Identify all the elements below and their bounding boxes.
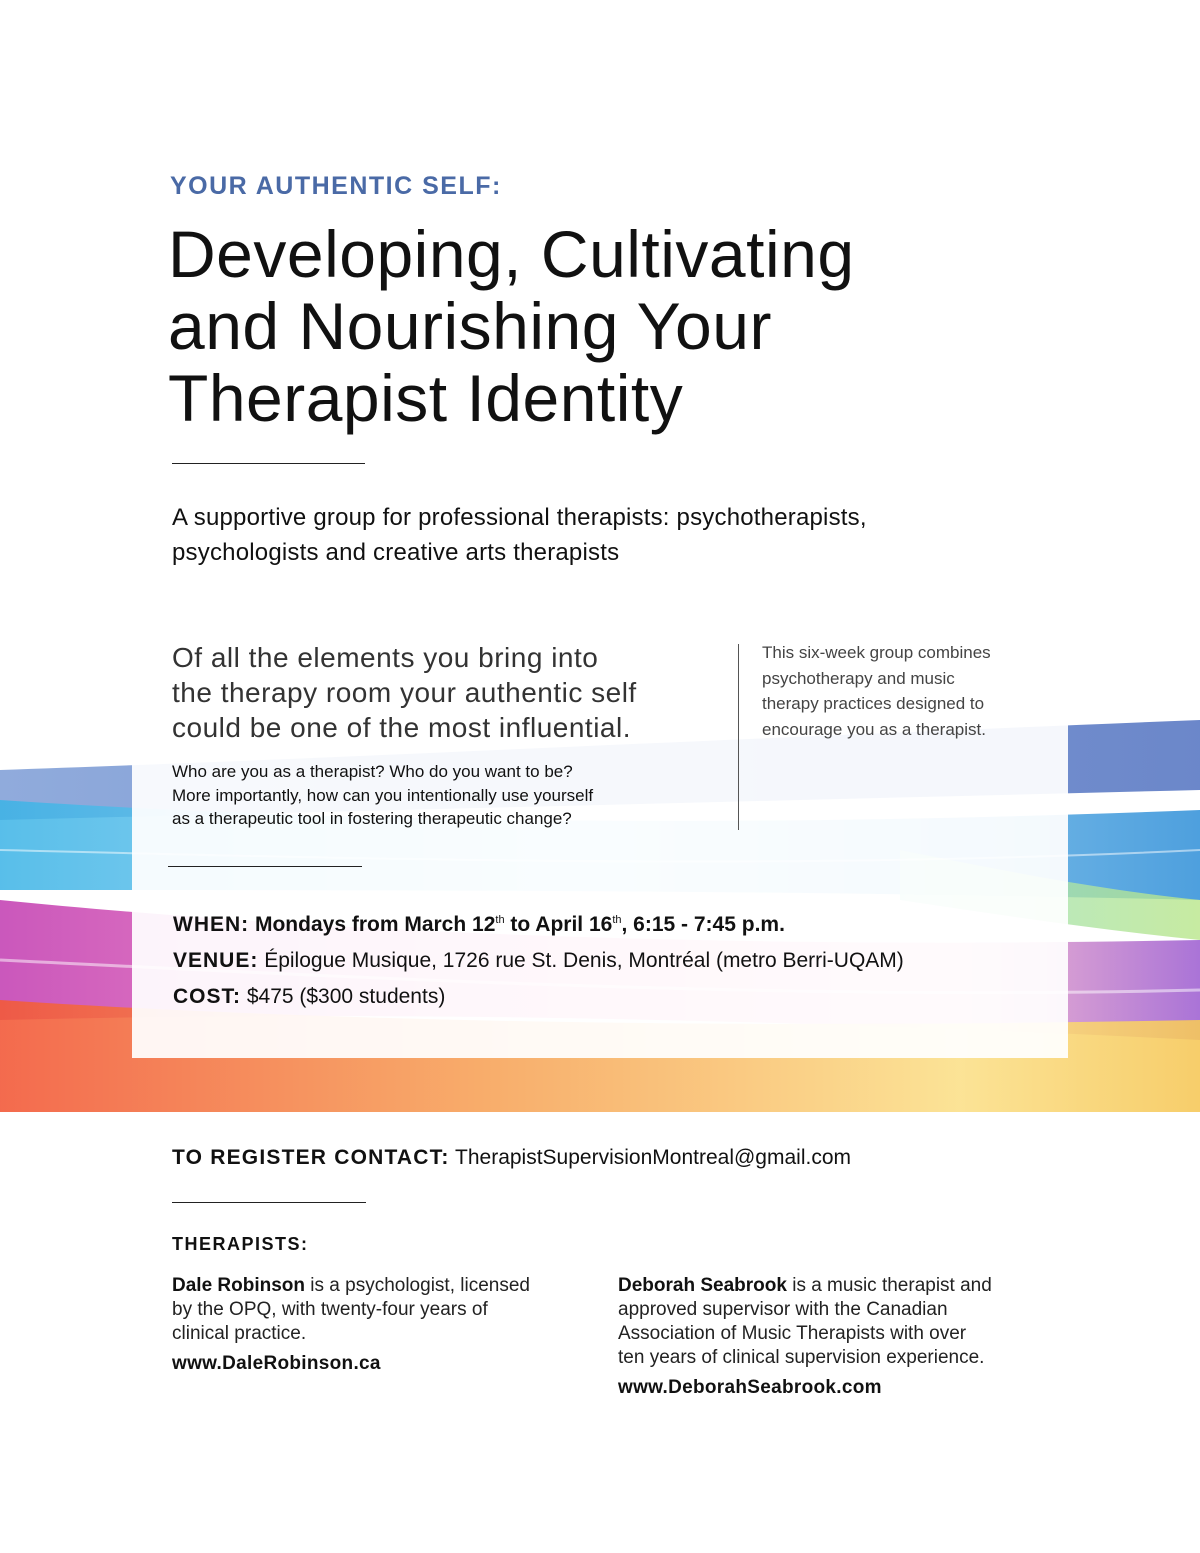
vertical-divider	[738, 644, 739, 830]
title-line: Developing, Cultivating	[168, 217, 855, 291]
register-label: TO REGISTER CONTACT:	[172, 1146, 450, 1169]
divider	[168, 866, 362, 867]
when-sup: th	[612, 914, 622, 926]
venue-label: VENUE:	[173, 949, 259, 972]
bio-line: clinical practice.	[172, 1323, 307, 1344]
bio-line	[618, 1274, 1038, 1298]
lead-line: could be one of the most influential.	[172, 712, 632, 743]
lead-statement	[172, 640, 732, 745]
bio-line: by the OPQ, with twenty-four years of	[172, 1299, 488, 1320]
divider	[172, 1202, 366, 1203]
event-details	[173, 902, 1053, 1015]
lead-line: the therapy room your authentic self	[172, 677, 637, 708]
question-line: More importantly, how can you intentionally use yourself	[172, 785, 594, 805]
bio-line: Association of Music Therapists with over	[618, 1323, 967, 1344]
divider	[172, 463, 365, 464]
question-line: as a therapeutic tool in fostering therapeutic change?	[172, 809, 572, 828]
side-note-line: therapy practices designed to	[762, 694, 985, 713]
when-label: WHEN:	[173, 913, 250, 936]
cost-label: COST:	[173, 985, 241, 1008]
bio-line: approved supervisor with the Canadian	[618, 1299, 948, 1320]
venue-row	[173, 943, 1053, 979]
therapist-bio	[172, 1274, 582, 1376]
when-row	[173, 902, 1053, 943]
therapist-website-link[interactable]: www.DeborahSeabrook.com	[618, 1377, 882, 1398]
bio-text: is a psychologist, licensed	[305, 1275, 530, 1296]
when-sup: th	[495, 914, 505, 926]
bio-line	[172, 1274, 582, 1298]
title-line: Therapist Identity	[168, 361, 684, 435]
when-value: Mondays from March 12	[249, 913, 496, 936]
subtitle	[172, 500, 1052, 570]
question-line: Who are you as a therapist? Who do you want to be?	[172, 762, 573, 781]
register-email-link[interactable]: TherapistSupervisionMontreal@gmail.com	[449, 1146, 851, 1169]
side-note-line: encourage you as a therapist.	[762, 719, 986, 739]
register-contact	[172, 1146, 1072, 1170]
eyebrow-heading: YOUR AUTHENTIC SELF:	[170, 172, 502, 200]
therapist-website-link[interactable]: www.DaleRobinson.ca	[172, 1353, 381, 1374]
venue-value: Épilogue Musique, 1726 rue St. Denis, Montréal (metro Berri-UQAM)	[258, 949, 904, 972]
therapist-name: Dale Robinson	[172, 1275, 306, 1296]
cost-value: $475 ($300 students)	[241, 985, 446, 1008]
subtitle-line: psychologists and creative arts therapists	[172, 539, 620, 566]
when-value: to April 16	[504, 913, 613, 936]
subtitle-line: A supportive group for professional therapists: psychotherapists,	[172, 504, 867, 531]
questions-text	[172, 760, 712, 831]
side-note-line: psychotherapy and music	[762, 668, 955, 688]
when-value: , 6:15 - 7:45 p.m.	[621, 913, 785, 936]
bio-line: ten years of clinical supervision experience.	[618, 1347, 985, 1368]
side-note	[762, 640, 1052, 742]
cost-row	[173, 979, 1053, 1015]
therapists-heading: THERAPISTS:	[172, 1234, 309, 1254]
bio-text: is a music therapist and	[786, 1275, 992, 1296]
side-note-line: This six-week group combines	[762, 643, 991, 662]
title-line: and Nourishing Your	[168, 289, 772, 363]
page-title	[168, 218, 1068, 434]
therapist-bio	[618, 1274, 1038, 1400]
lead-line: Of all the elements you bring into	[172, 642, 599, 673]
therapist-name: Deborah Seabrook	[618, 1275, 787, 1296]
